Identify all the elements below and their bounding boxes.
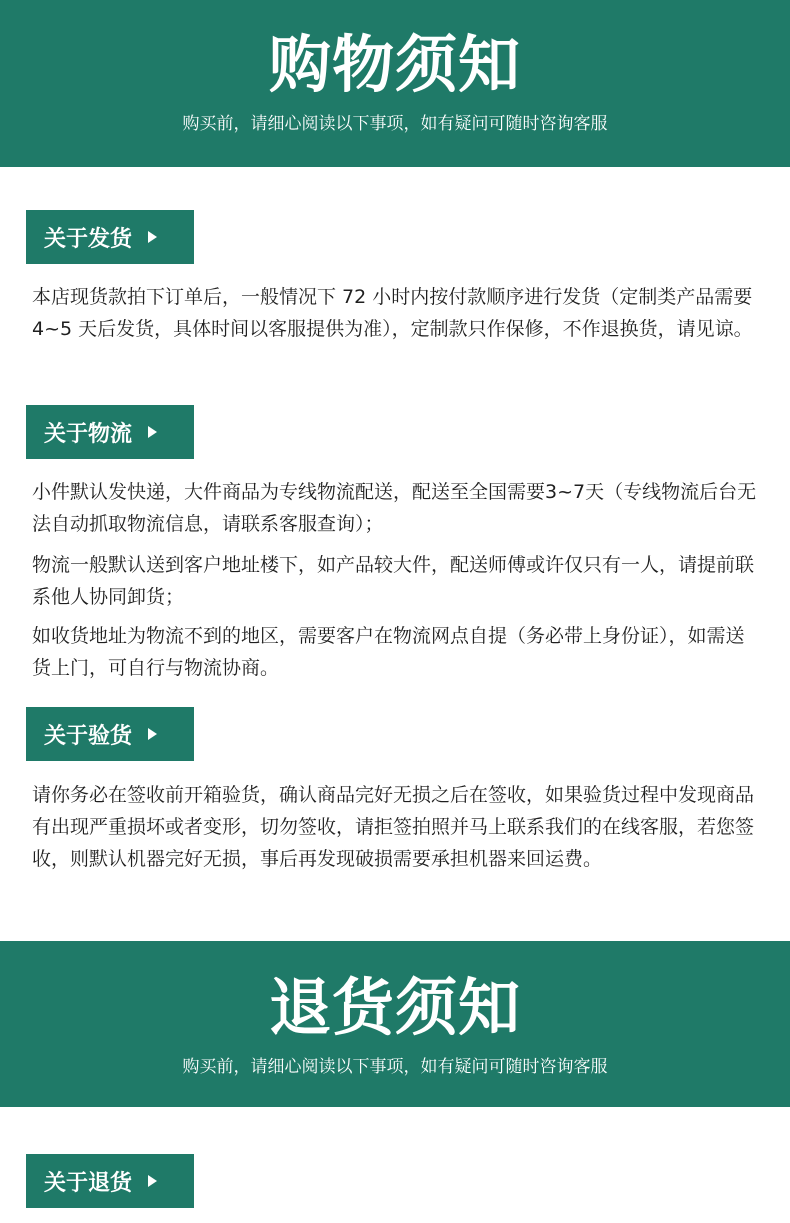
section-tag-label: 关于发货 — [44, 226, 133, 252]
logistics-paragraph-1: 小件默认发快递，大件商品为专线物流配送，配送至全国需要3~7天（专线物流后台无法自动抓取物流信息，请联系客服查询）； — [32, 481, 757, 535]
section-tag-returns — [26, 1154, 194, 1208]
shopping-notice-banner — [0, 0, 790, 167]
play-triangle-icon — [148, 426, 157, 438]
shipping-paragraph: 本店现货款拍下订单后，一般情况下 72 小时内按付款顺序进行发货（定制类产品需要 4~5 天后发货，具体时间以客服提供为准），定制款只作保修，不作退换货，请见谅。 — [32, 286, 753, 340]
inspection-paragraph: 请你务必在签收前开箱验货，确认商品完好无损之后在签收，如果验货过程中发现商品有出现严重损坏或者变形，切勿签收，请拒签拍照并马上联系我们的在线客服，若您签收，则默认机器完好无损，事后再发现破损需要承担机器来回运费。 — [32, 784, 755, 870]
shopping-notice-title: 购物须知 — [268, 28, 521, 101]
play-triangle-icon — [148, 728, 157, 740]
return-notice-subtitle: 购买前，请细心阅读以下事项，如有疑问可随时咨询客服 — [182, 1057, 608, 1077]
section-tag-label: 关于物流 — [44, 421, 133, 447]
section-tag-label: 关于退货 — [44, 1170, 133, 1196]
shopping-notice-subtitle: 购买前，请细心阅读以下事项，如有疑问可随时咨询客服 — [182, 114, 608, 134]
logistics-paragraph-3: 如收货地址为物流不到的地区，需要客户在物流网点自提（务必带上身份证），如需送货上门，可自行与物流协商。 — [32, 625, 745, 679]
play-triangle-icon — [148, 1175, 157, 1187]
section-tag-inspection — [26, 707, 194, 761]
section-tag-shipping — [26, 210, 194, 264]
play-triangle-icon — [148, 231, 157, 243]
return-notice-title: 退货须知 — [268, 971, 521, 1044]
section-tag-logistics — [26, 405, 194, 459]
return-notice-banner — [0, 941, 790, 1107]
logistics-paragraph-2: 物流一般默认送到客户地址楼下，如产品较大件，配送师傅或许仅只有一人，请提前联系他人协同卸货； — [32, 554, 755, 608]
section-tag-label: 关于验货 — [44, 723, 133, 749]
